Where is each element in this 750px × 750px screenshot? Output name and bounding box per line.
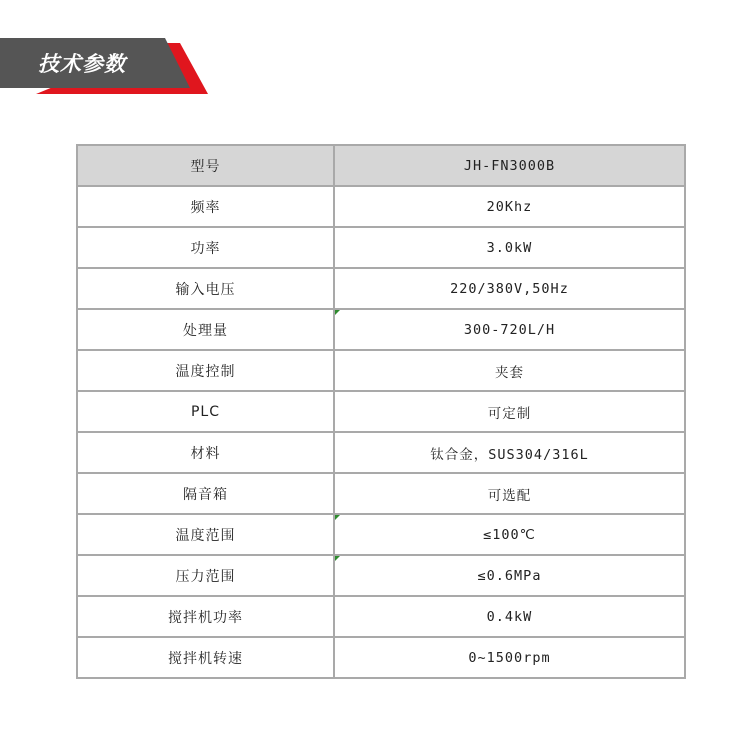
row-label: PLC (77, 391, 334, 432)
header-value-cell: JH-FN3000B (334, 145, 685, 186)
row-value: 220/380V,50Hz (334, 268, 685, 309)
table-header-row (77, 145, 685, 186)
header-label-cell: 型号 (77, 145, 334, 186)
table-row (77, 186, 685, 227)
row-label: 温度控制 (77, 350, 334, 391)
row-value: ≤100℃ (334, 514, 685, 555)
row-value: 0.4kW (334, 596, 685, 637)
table-row (77, 391, 685, 432)
table-row (77, 309, 685, 350)
row-value: ≤0.6MPa (334, 555, 685, 596)
row-label: 功率 (77, 227, 334, 268)
row-label: 输入电压 (77, 268, 334, 309)
row-label: 搅拌机转速 (77, 637, 334, 678)
spec-table (76, 144, 686, 679)
table-row (77, 227, 685, 268)
row-label: 频率 (77, 186, 334, 227)
row-value: 可选配 (334, 473, 685, 514)
table-row (77, 555, 685, 596)
row-label: 材料 (77, 432, 334, 473)
section-title: 技术参数 (38, 52, 126, 76)
row-label: 压力范围 (77, 555, 334, 596)
row-label: 处理量 (77, 309, 334, 350)
row-value: 夹套 (334, 350, 685, 391)
row-value: 20Khz (334, 186, 685, 227)
row-value: 0~1500rpm (334, 637, 685, 678)
row-label: 温度范围 (77, 514, 334, 555)
row-value: 300-720L/H (334, 309, 685, 350)
table-row (77, 637, 685, 678)
table-row (77, 596, 685, 637)
row-value: 3.0kW (334, 227, 685, 268)
row-value: 可定制 (334, 391, 685, 432)
section-banner (0, 38, 210, 98)
table-row (77, 432, 685, 473)
table-row (77, 473, 685, 514)
table-row (77, 350, 685, 391)
row-label: 隔音箱 (77, 473, 334, 514)
row-label: 搅拌机功率 (77, 596, 334, 637)
row-value: 钛合金，SUS304/316L (334, 432, 685, 473)
table-row (77, 514, 685, 555)
table-row (77, 268, 685, 309)
